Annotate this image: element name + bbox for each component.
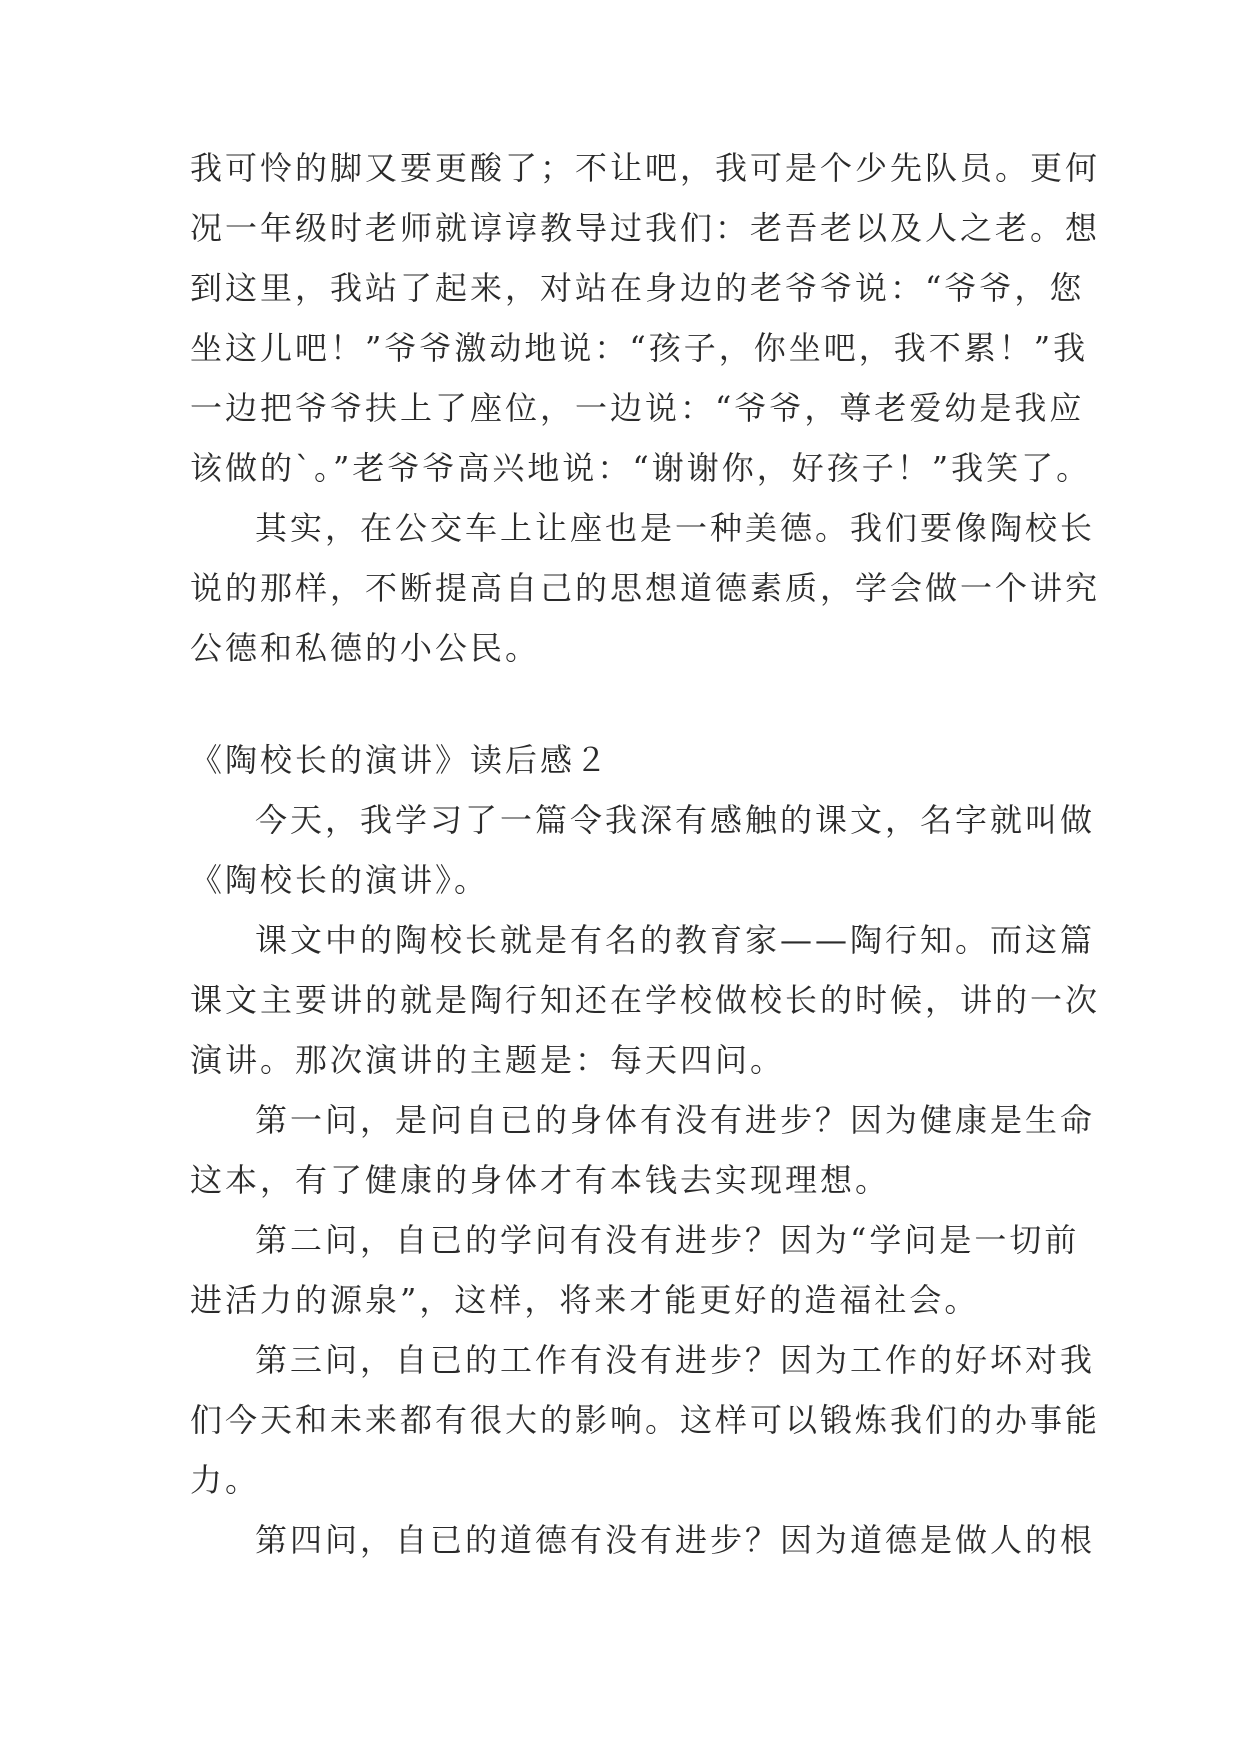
body-line (0, 1160, 1241, 1200)
body-line (0, 448, 1241, 488)
section-title (0, 740, 1241, 780)
line-text: 说的那样，不断提高自己的思想道德素质，学会做一个讲究 (190, 569, 1101, 607)
body-line (0, 268, 1241, 308)
paragraph-first-line (0, 508, 1241, 548)
body-line (0, 1040, 1241, 1080)
line-text: 第二问，自已的学问有没有进步？因为“学问是一切前 (255, 1221, 1080, 1259)
section-title-text: 《陶校长的演讲》读后感２ (190, 741, 611, 779)
paragraph-first-line (0, 1100, 1241, 1140)
line-text: 其实，在公交车上让座也是一种美德。我们要像陶校长 (255, 509, 1096, 547)
line-text: 进活力的源泉”，这样，将来才能更好的造福社会。 (190, 1281, 980, 1319)
paragraph-first-line (0, 1520, 1241, 1560)
line-text: 第一问，是问自已的身体有没有进步？因为健康是生命 (255, 1101, 1096, 1139)
line-text: 今天，我学习了一篇令我深有感触的课文，名字就叫做 (255, 801, 1096, 839)
line-text: 坐这儿吧！”爷爷激动地说：“孩子，你坐吧，我不累！”我 (190, 329, 1089, 367)
line-text: 该做的`。”老爷爷高兴地说：“谢谢你，好孩子！”我笑了。 (190, 449, 1092, 487)
paragraph-first-line (0, 1340, 1241, 1380)
body-line (0, 568, 1241, 608)
body-line (0, 1400, 1241, 1440)
paragraph-first-line (0, 800, 1241, 840)
line-text: 一边把爷爷扶上了座位，一边说：“爷爷，尊老爱幼是我应 (190, 389, 1085, 427)
paragraph-first-line (0, 1220, 1241, 1260)
body-line (0, 208, 1241, 248)
body-line (0, 980, 1241, 1020)
body-line (0, 860, 1241, 900)
line-text: 我可怜的脚又要更酸了；不让吧，我可是个少先队员。更何 (190, 149, 1101, 187)
line-text: 公德和私德的小公民。 (190, 629, 541, 667)
line-text: 况一年级时老师就谆谆教导过我们：老吾老以及人之老。想 (190, 209, 1101, 247)
line-text: 第四问，自已的道德有没有进步？因为道德是做人的根 (255, 1521, 1096, 1559)
line-text: 第三问，自已的工作有没有进步？因为工作的好坏对我 (255, 1341, 1096, 1379)
body-line (0, 388, 1241, 428)
body-line (0, 328, 1241, 368)
line-text: 到这里，我站了起来，对站在身边的老爷爷说：“爷爷，您 (190, 269, 1085, 307)
body-line (0, 628, 1241, 668)
line-text: 们今天和未来都有很大的影响。这样可以锻炼我们的办事能 (190, 1401, 1101, 1439)
line-text: 课文主要讲的就是陶行知还在学校做校长的时候，讲的一次 (190, 981, 1101, 1019)
body-line (0, 1280, 1241, 1320)
body-line (0, 148, 1241, 188)
paragraph-first-line (0, 920, 1241, 960)
line-text: 课文中的陶校长就是有名的教育家——陶行知。而这篇 (255, 921, 1096, 959)
line-text: 演讲。那次演讲的主题是：每天四问。 (190, 1041, 786, 1079)
line-text: 力。 (190, 1461, 261, 1499)
line-text: 《陶校长的演讲》。 (190, 861, 490, 899)
line-text: 这本，有了健康的身体才有本钱去实现理想。 (190, 1161, 891, 1199)
body-line (0, 1460, 1241, 1500)
